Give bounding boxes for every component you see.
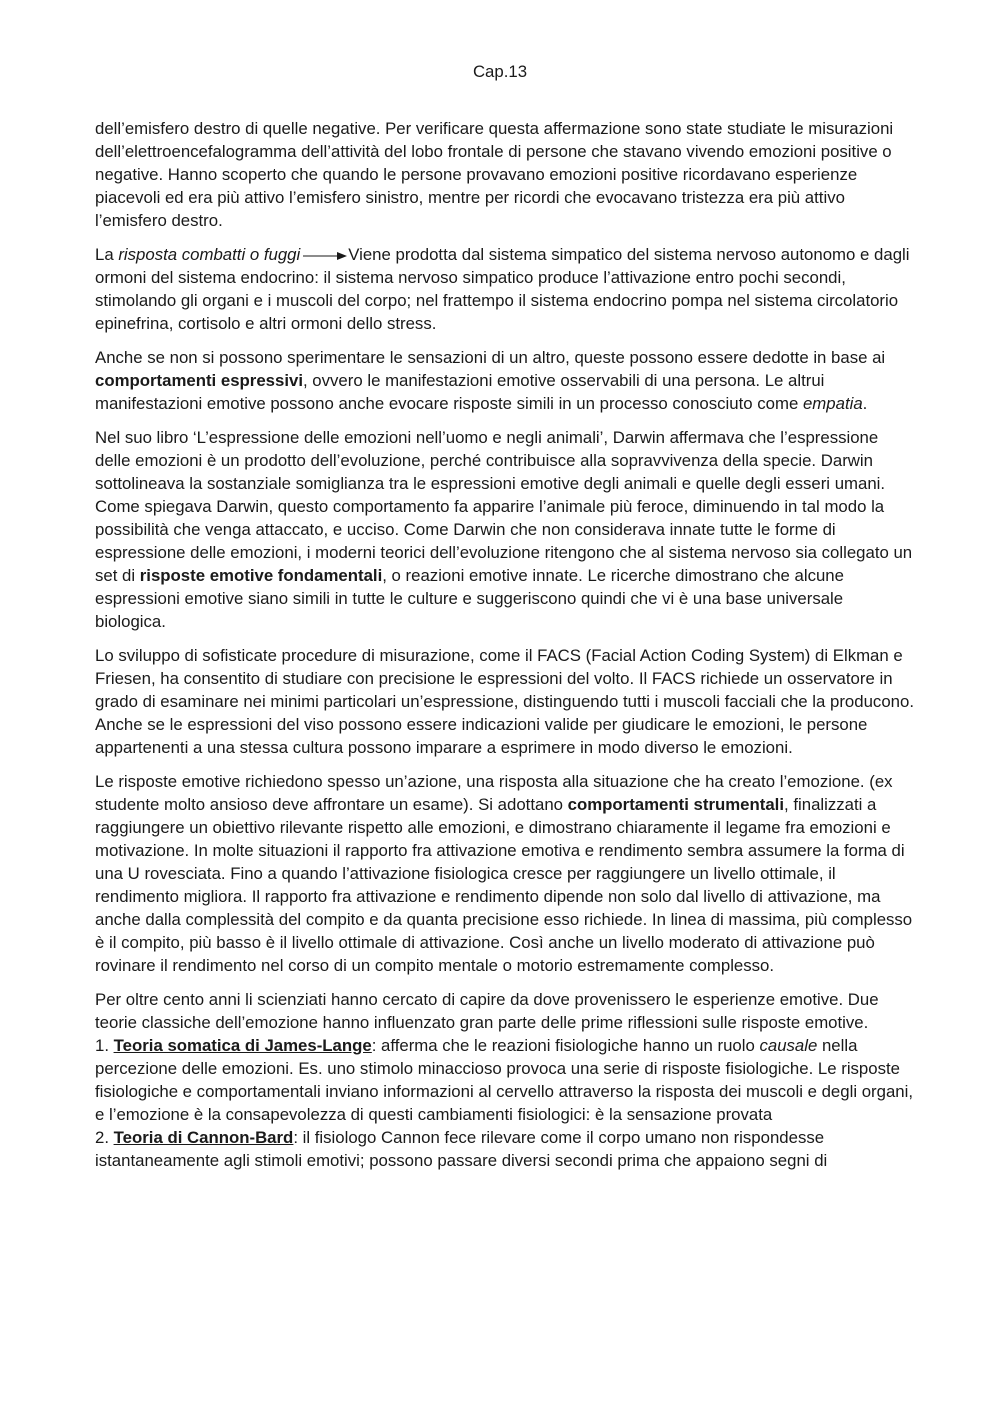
paragraph-expressive-behaviour bbox=[95, 346, 915, 415]
term-causale: causale bbox=[759, 1036, 818, 1055]
text-run: , finalizzati a raggiungere un obiettivo rilevante rispetto alle emozioni, e dimostrano chiaramente il legame fra emozioni e motivazione. In molte situazioni il rapporto fra attivazione emotiva e rendimento sembra assumere la forma di una U rovesciata. Fino a quando l’attivazione fisiologica cresce per raggiungere un livello ottimale, il rendimento migliora. Il rapporto fra attivazione e rendimento dipende non solo dal livello di attivazione, ma anche dalla complessità del compito e da quanta precisione esso richiede. In linea di massima, più complesso è il compito, più basso è il livello ottimale di attivazione. Così anche un livello moderato di attivazione può rovinare il rendimento nel corso di un compito mentale o motorio estremamente complesso. bbox=[95, 795, 913, 975]
list-number: 2. bbox=[95, 1128, 114, 1147]
paragraph-fight-or-flight bbox=[95, 243, 915, 335]
theory-title-james-lange: Teoria somatica di James-Lange bbox=[113, 1036, 372, 1055]
text-run: Le risposte emotive richiedono spesso un’azione, una risposta alla situazione che ha creato l’emozione. (ex studente molto ansioso deve affrontare un esame). Si adottano bbox=[95, 772, 893, 814]
arrow-right-icon bbox=[303, 251, 347, 261]
text-run: : il fisiologo Cannon fece rilevare come il corpo umano non rispondesse istantaneamente agli stimoli emotivi; possono passare diversi secondi prima che appaiono segni di bbox=[95, 1128, 828, 1170]
paragraph-darwin bbox=[95, 426, 915, 633]
text-run: La bbox=[95, 245, 119, 264]
list-number: 1. bbox=[95, 1036, 114, 1055]
bold-term: comportamenti strumentali bbox=[567, 795, 785, 814]
paragraph-instrumental-behaviour bbox=[95, 770, 915, 977]
paragraph-theories bbox=[95, 988, 915, 1172]
text-run: nella percezione delle emozioni. Es. uno stimolo minaccioso provoca una serie di risposte fisiologiche. Le risposte fisiologiche e comportamentali inviano informazioni al cervello attraverso la risposta dei muscoli e degli organi, e l’emozione è la consapevolezza di questi cambiamenti fisiologici: è la sensazione provata bbox=[95, 1036, 914, 1124]
text-run: Anche se non si possono sperimentare le sensazioni di un altro, queste possono essere dedotte in base ai bbox=[95, 348, 886, 367]
text-run: Nel suo libro ‘L’espressione delle emozioni nell’uomo e negli animali’, Darwin affermava che l’espressione delle emozioni è un prodotto dell’evoluzione, perché contribuisce alla sopravvivenza della specie. Darwin sottolineava la sostanziale somiglianza tra le espressioni emotive degli animali e quelle degli esseri umani. Come spiegava Darwin, questo comportamento fa apparire l’animale più feroce, diminuendo in tal modo la possibilità che venga attaccato, e ucciso. Come Darwin che non considerava innate tutte le forme di espressione delle emozioni, i moderni teorici dell’evoluzione ritengono che al sistema nervoso sia collegato un set di bbox=[95, 428, 913, 585]
bold-term: comportamenti espressivi bbox=[95, 371, 303, 390]
text-run: : afferma che le reazioni fisiologiche hanno un ruolo bbox=[371, 1036, 760, 1055]
text-run: , o reazioni emotive innate. Le ricerche dimostrano che alcune espressioni emotive siano simili in tutte le culture e suggeriscono quindi che vi è una base universale biologica. bbox=[95, 566, 844, 631]
text-run: Per oltre cento anni li scienziati hanno cercato di capire da dove provenissero le esperienze emotive. Due teorie classiche dell’emozione hanno influenzato gran parte delle prime riflessioni sulle risposte emotive. bbox=[95, 990, 879, 1032]
theory-title-cannon-bard: Teoria di Cannon-Bard bbox=[113, 1128, 294, 1147]
text-run: . bbox=[862, 394, 868, 413]
term-empathy: empatia bbox=[802, 394, 863, 413]
chapter-header: Cap.13 bbox=[472, 62, 528, 81]
text-run: , ovvero le manifestazioni emotive osservabili di una persona. Le altrui manifestazioni emotive possono anche evocare risposte simili in un processo conosciuto come bbox=[95, 371, 825, 413]
term-fight-or-flight: risposta combatti o fuggi bbox=[118, 245, 301, 264]
paragraph-facs: Lo sviluppo di sofisticate procedure di misurazione, come il FACS (Facial Action Coding System) di Elkman e Friesen, ha consentito di studiare con precisione le espressioni del volto. Il FACS richiede un osservatore in grado di esaminare nei minimi particolari un’espressione, distinguendo tutti i muscoli facciali che la producono. Anche se le espressioni del viso possono essere indicazioni valide per giudicare le emozioni, le persone appartenenti a una stessa cultura possono imparare a esprimere in modo diverso le emozioni. bbox=[95, 646, 914, 757]
paragraph-hemisphere: dell’emisfero destro di quelle negative. Per verificare questa affermazione sono state studiate le misurazioni dell’elettroencefalogramma dell’attività del lobo frontale di persone che stavano vivendo emozioni positive o negative. Hanno scoperto che quando le persone provavano emozioni positive ricordavano esperienze piacevoli ed era più attivo l’emisfero sinistro, mentre per ricordi che evocavano tristezza era più attivo l’emisfero destro. bbox=[95, 119, 894, 230]
text-run: Viene prodotta dal sistema simpatico del sistema nervoso autonomo e dagli ormoni del sistema endocrino: il sistema nervoso simpatico produce l’attivazione entro pochi secondi, stimolando gli organi e i muscoli del corpo; nel frattempo il sistema endocrino pompa nel sistema circolatorio epinefrina, cortisolo e altri ormoni dello stress. bbox=[95, 245, 910, 333]
bold-term: risposte emotive fondamentali bbox=[139, 566, 383, 585]
document-body bbox=[95, 117, 915, 1183]
